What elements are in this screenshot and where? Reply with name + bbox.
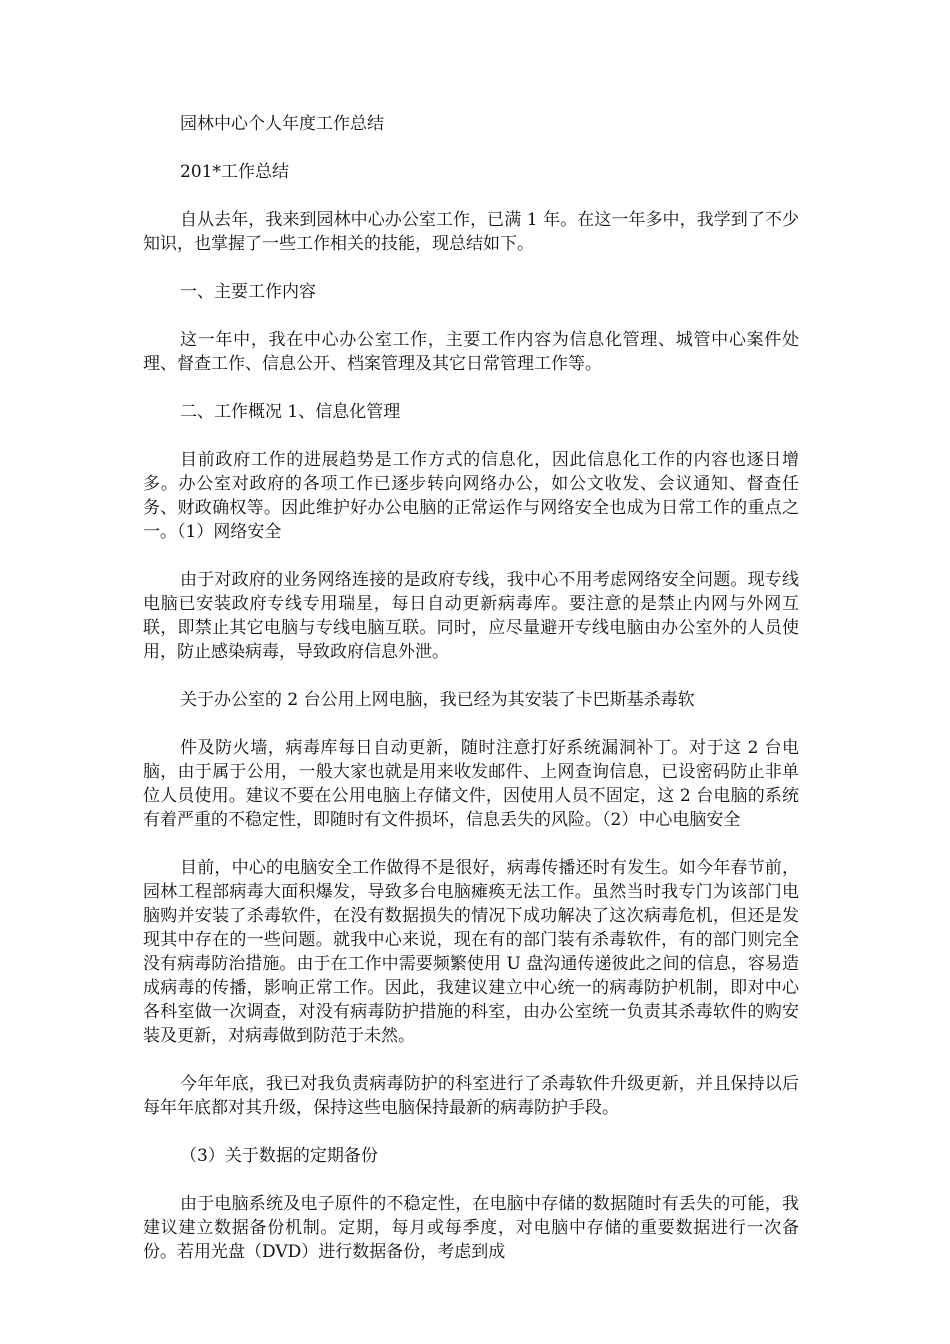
heading-data-backup: （3）关于数据的定期备份 bbox=[180, 1146, 378, 1166]
heading-main-work: 一、主要工作内容 bbox=[180, 282, 316, 302]
paragraph-center-security: 目前，中心的电脑安全工作做得不是很好，病毒传播还时有发生。如今年春节前，园林工程部病毒大面积爆发，导致多台电脑瘫痪无法工作。虽然当时我专门为该部门电脑购并安装了杀毒软件，在没有数据损失的情况下成功解决了这次病毒危机，但还是发现其中存在的一些问题。就我中心来说，现在有的部门装有杀毒软件，有的部门则完全没有病毒防治措施。由于在工作中需要频繁使用 U 盘沟通传递彼此之间的信息，容易造成病毒的传播，影响正常工作。因此，我建议建立中心统一的病毒防护机制，即对中心各科室做一次调查，对没有病毒防护措施的科室，由办公室统一负责其杀毒软件的购安装及更新，对病毒做到防范于未然。 bbox=[143, 858, 799, 1046]
document-title: 园林中心个人年度工作总结 bbox=[180, 114, 384, 134]
paragraph-data-backup: 由于电脑系统及电子原件的不稳定性，在电脑中存储的数据随时有丢失的可能，我建议建立数据备份机制。定期，每月或每季度，对电脑中存储的重要数据进行一次备份。若用光盘（DVD）进行数据备份，考虑到成 bbox=[143, 1194, 799, 1262]
document-page bbox=[143, 112, 799, 1288]
paragraph-public-computers: 关于办公室的 2 台公用上网电脑，我已经为其安装了卡巴斯基杀毒软 bbox=[180, 690, 695, 710]
paragraph-informatization: 目前政府工作的进展趋势是工作方式的信息化，因此信息化工作的内容也逐日增多。办公室对政府的各项工作已逐步转向网络办公，如公文收发、会议通知、督查任务、财政确权等。因此维护好办公电脑的正常运作与网络安全也成为日常工作的重点之一。（1）网络安全 bbox=[143, 450, 799, 542]
paragraph-main-work: 这一年中，我在中心办公室工作，主要工作内容为信息化管理、城管中心案件处理、督查工作、信息公开、档案管理及其它日常管理工作等。 bbox=[143, 330, 799, 374]
paragraph-intro: 自从去年，我来到园林中心办公室工作，已满 1 年。在这一年多中，我学到了不少知识，也掌握了一些工作相关的技能，现总结如下。 bbox=[143, 210, 799, 254]
paragraph-antivirus-update: 今年年底，我已对我负责病毒防护的科室进行了杀毒软件升级更新，并且保持以后每年年底都对其升级，保持这些电脑保持最新的病毒防护手段。 bbox=[143, 1074, 799, 1118]
paragraph-network-security: 由于对政府的业务网络连接的是政府专线，我中心不用考虑网络安全问题。现专线电脑已安装政府专线专用瑞星，每日自动更新病毒库。要注意的是禁止内网与外网互联，即禁止其它电脑与专线电脑互联。同时，应尽量避开专线电脑由办公室外的人员使用，防止感染病毒，导致政府信息外泄。 bbox=[143, 570, 799, 662]
document-subtitle: 201*工作总结 bbox=[180, 162, 289, 182]
heading-work-overview: 二、工作概况 1、信息化管理 bbox=[180, 402, 401, 422]
paragraph-firewall: 件及防火墙，病毒库每日自动更新，随时注意打好系统漏洞补丁。对于这 2 台电脑，由于属于公用，一般大家也就是用来收发邮件、上网查询信息，已设密码防止非单位人员使用。建议不要在公用电脑上存储文件，因使用人员不固定，这 2 台电脑的系统有着严重的不稳定性，即随时有文件损坏，信息丢失的风险。（2）中心电脑安全 bbox=[143, 738, 799, 830]
